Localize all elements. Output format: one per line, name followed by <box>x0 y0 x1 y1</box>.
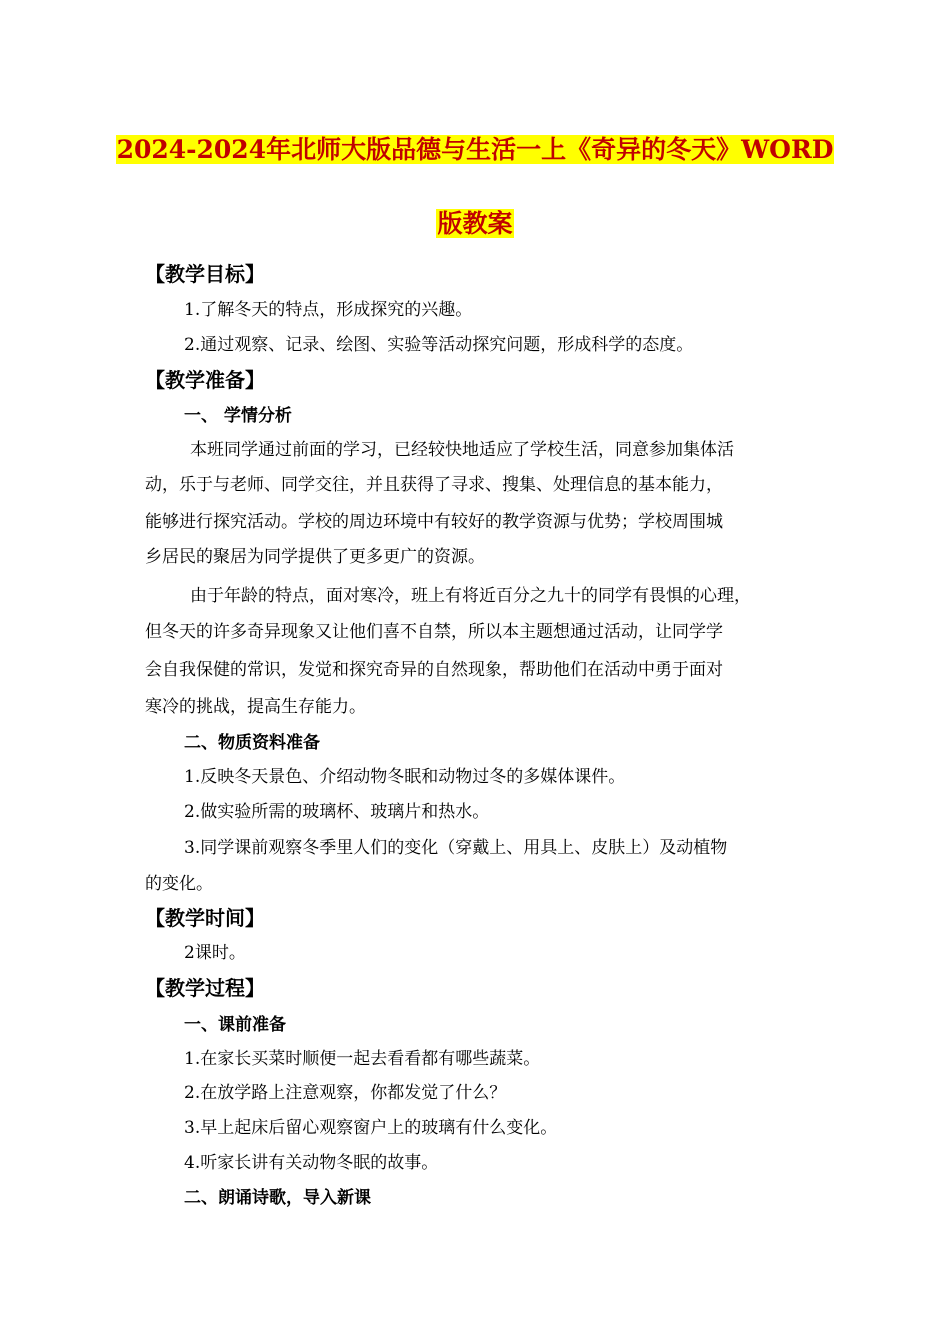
goal-item: 2.通过观察、记录、绘图、实验等活动探究问题，形成科学的态度。 <box>184 335 694 355</box>
paragraph-line: 乡居民的聚居为同学提供了更多更广的资源。 <box>145 547 485 567</box>
process-item: 2.在放学路上注意观察，你都发觉了什么？ <box>184 1083 507 1103</box>
heading-process: 【教学过程】 <box>145 976 265 1000</box>
materials-item: 的变化。 <box>145 874 213 894</box>
goal-item: 1.了解冬天的特点，形成探究的兴趣。 <box>184 300 473 320</box>
subheading-materials: 二、物质资料准备 <box>184 733 320 753</box>
paragraph-line: 能够进行探究活动。学校的周边环境中有较好的教学资源与优势；学校周围城 <box>145 512 723 532</box>
paragraph-line: 但冬天的许多奇异现象又让他们喜不自禁，所以本主题想通过活动，让同学学 <box>145 622 723 642</box>
paragraph-line: 动，乐于与老师、同学交往，并且获得了寻求、搜集、处理信息的基本能力， <box>145 475 723 495</box>
time-text: 2课时。 <box>184 943 246 963</box>
heading-goals: 【教学目标】 <box>145 262 265 286</box>
paragraph-line: 本班同学通过前面的学习，已经较快地适应了学校生活，同意参加集体活 <box>190 440 734 460</box>
heading-prep: 【教学准备】 <box>145 368 265 392</box>
process-item: 3.早上起床后留心观察窗户上的玻璃有什么变化。 <box>184 1118 558 1138</box>
subheading-student-analysis: 一、 学情分析 <box>184 406 292 426</box>
materials-item: 2.做实验所需的玻璃杯、玻璃片和热水。 <box>184 802 490 822</box>
paragraph-line: 寒冷的挑战，提高生存能力。 <box>145 697 366 717</box>
paragraph-line: 会自我保健的常识，发觉和探究奇异的自然现象，帮助他们在活动中勇于面对 <box>145 660 723 680</box>
document-title-line1: 2024-2024年北师大版品德与生活一上《奇异的冬天》WORD <box>116 135 834 164</box>
subheading-poem-intro: 二、朗诵诗歌，导入新课 <box>184 1188 371 1208</box>
subheading-pre-class: 一、课前准备 <box>184 1015 286 1035</box>
heading-time: 【教学时间】 <box>145 906 265 930</box>
materials-item: 1.反映冬天景色、介绍动物冬眠和动物过冬的多媒体课件。 <box>184 767 626 787</box>
process-item: 4.听家长讲有关动物冬眠的故事。 <box>184 1153 439 1173</box>
document-title-line2: 版教案 <box>437 209 513 238</box>
paragraph-line: 由于年龄的特点，面对寒冷，班上有将近百分之九十的同学有畏惧的心理， <box>190 586 751 606</box>
process-item: 1.在家长买菜时顺便一起去看看都有哪些蔬菜。 <box>184 1049 541 1069</box>
materials-item: 3.同学课前观察冬季里人们的变化（穿戴上、用具上、皮肤上）及动植物 <box>184 838 728 858</box>
